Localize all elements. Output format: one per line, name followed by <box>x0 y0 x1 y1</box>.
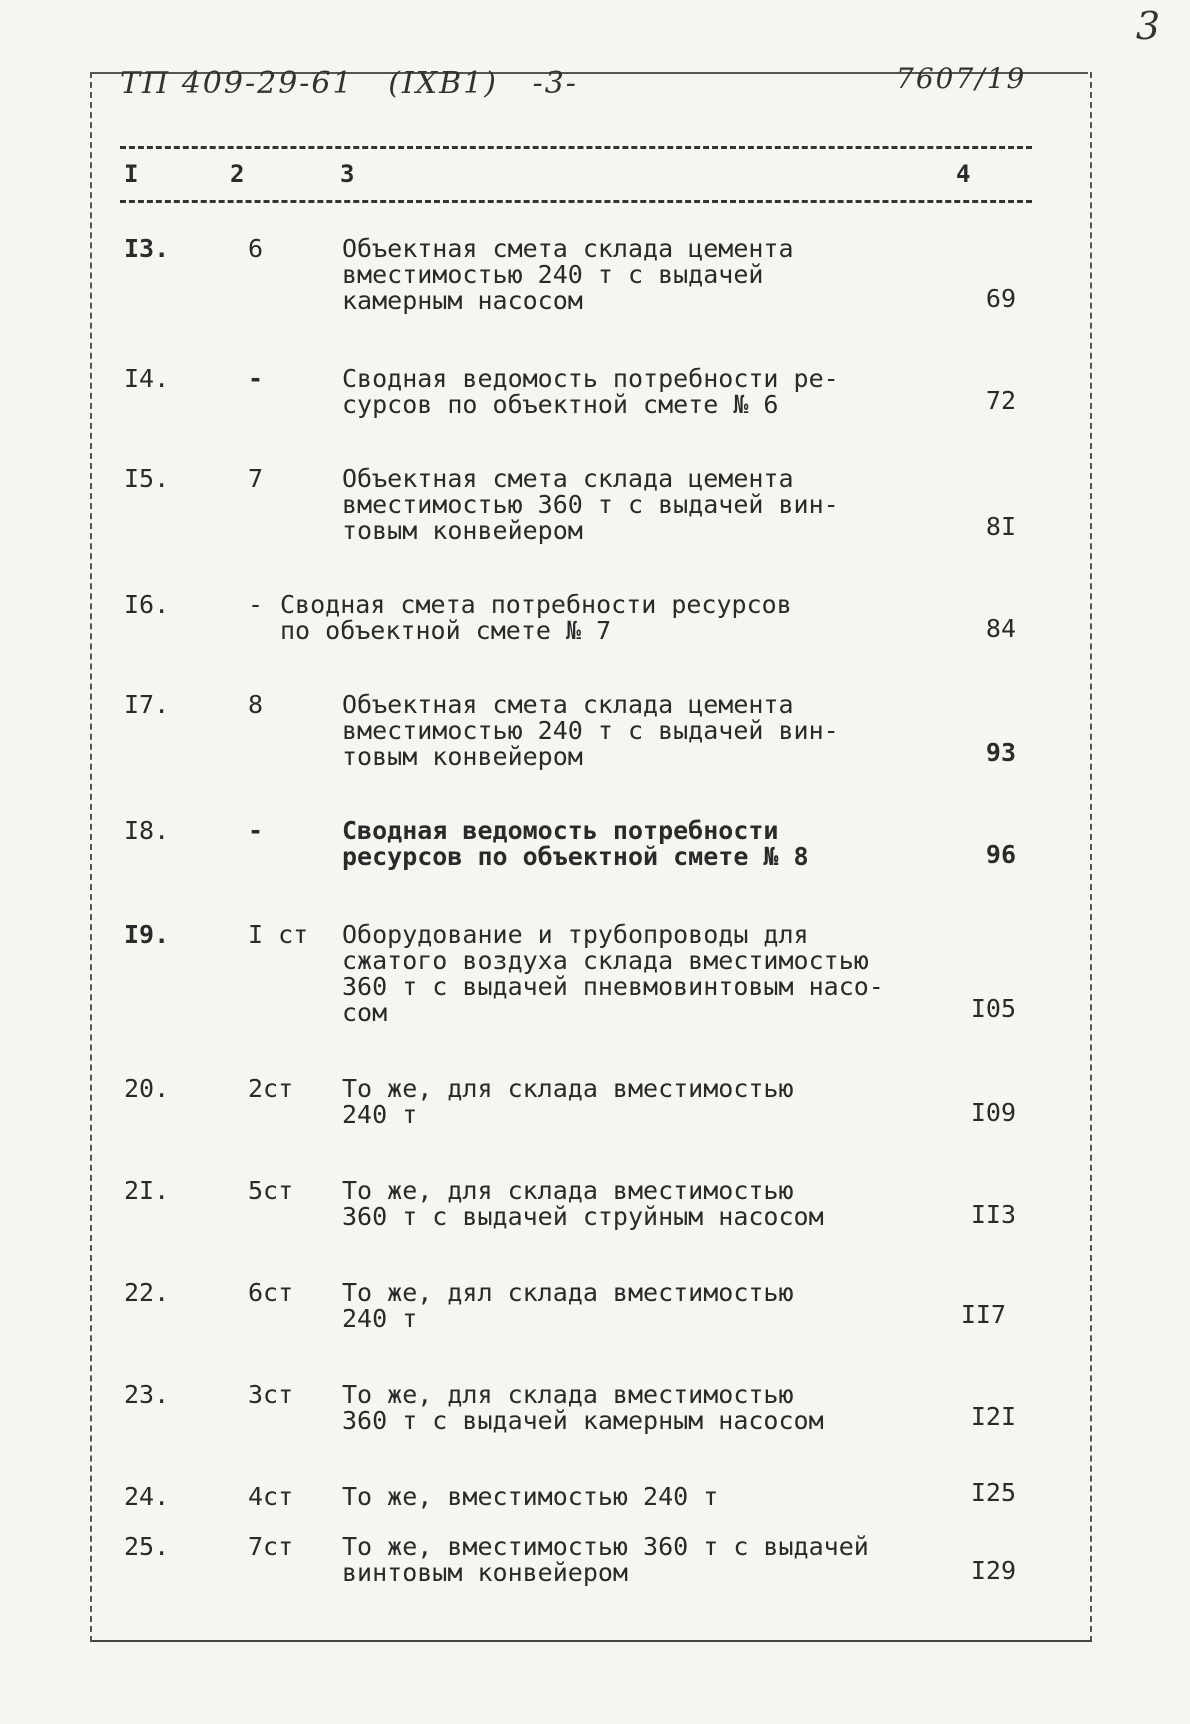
row-page: II3 <box>970 1200 1016 1229</box>
row-number: I3. <box>124 234 170 263</box>
row-page: 69 <box>985 284 1016 313</box>
column-4-header: 4 <box>956 160 971 188</box>
row-page: II7 <box>960 1300 1006 1329</box>
designation: ТП 409-29-61 <box>120 66 354 101</box>
header-rule-bottom <box>120 200 1032 203</box>
row-title: Объектная смета склада цемента вместимостью 240 т с выдачей камерным насосом <box>342 234 794 315</box>
row-number: 24. <box>124 1482 170 1511</box>
row-section: I ст <box>248 920 309 949</box>
header-rule-top <box>120 146 1032 149</box>
row-page: I2I <box>970 1402 1016 1431</box>
sheet-mark: 3 <box>1135 4 1160 48</box>
row-number: 23. <box>124 1380 170 1409</box>
row-number: I5. <box>124 464 170 493</box>
row-title: Оборудование и трубопроводы для сжатого воздуха склада вместимостью 360 т с выдачей пневмовинтовым насо- сом <box>342 920 884 1027</box>
album-code: (IXВ1) <box>388 66 498 101</box>
row-title: Сводная ведомость потребности ресурсов по объектной смете № 8 <box>342 816 809 871</box>
row-section: 7ст <box>248 1532 294 1561</box>
column-2-header: 2 <box>230 160 245 188</box>
row-title: То же, дял склада вместимостью 240 т <box>342 1278 794 1333</box>
row-number: 25. <box>124 1532 170 1561</box>
row-section: 4ст <box>248 1482 294 1511</box>
row-title: Объектная смета склада цемента вместимостью 360 т с выдачей вин- товым конвейером <box>342 464 839 545</box>
doc-number: 7607/19 <box>896 62 1027 95</box>
row-page: 72 <box>985 386 1016 415</box>
row-number: 20. <box>124 1074 170 1103</box>
row-section: 5ст <box>248 1176 294 1205</box>
row-number: I9. <box>124 920 170 949</box>
row-title: Объектная смета склада цемента вместимостью 240 т с выдачей вин- товым конвейером <box>342 690 839 771</box>
row-title: То же, для склада вместимостью 240 т <box>342 1074 794 1129</box>
row-section: 6 <box>248 234 264 263</box>
row-page: 8I <box>985 512 1016 541</box>
column-3-header: 3 <box>340 160 355 188</box>
row-page: I29 <box>970 1556 1016 1585</box>
row-title: Сводная ведомость потребности ре- сурсов по объектной смете № 6 <box>342 364 839 419</box>
row-page: 96 <box>985 840 1016 869</box>
row-page: 93 <box>985 738 1016 767</box>
page-marker: -3- <box>532 66 578 101</box>
row-number: 22. <box>124 1278 170 1307</box>
row-title: То же, вместимостью 360 т с выдачей винтовым конвейером <box>342 1532 869 1587</box>
row-section: - <box>248 364 264 393</box>
row-section: 6ст <box>248 1278 294 1307</box>
row-page: I25 <box>970 1478 1016 1507</box>
row-section: - <box>248 590 264 619</box>
row-title: То же, для склада вместимостью 360 т с выдачей камерным насосом <box>342 1380 824 1435</box>
row-title: То же, вместимостью 240 т <box>342 1482 719 1511</box>
row-page: I09 <box>970 1098 1016 1127</box>
row-number: I8. <box>124 816 170 845</box>
row-number: I7. <box>124 690 170 719</box>
row-page: 84 <box>985 614 1016 643</box>
row-section: 3ст <box>248 1380 294 1409</box>
row-section: - <box>248 816 264 845</box>
row-number: 2I. <box>124 1176 170 1205</box>
row-section: 7 <box>248 464 264 493</box>
row-section: 8 <box>248 690 264 719</box>
row-title: Сводная смета потребности ресурсов по объектной смете № 7 <box>280 590 792 645</box>
row-number: I6. <box>124 590 170 619</box>
row-page: I05 <box>970 994 1016 1023</box>
column-1-header: I <box>124 160 139 188</box>
row-section: 2ст <box>248 1074 294 1103</box>
header-line <box>120 66 578 101</box>
row-title: То же, для склада вместимостью 360 т с выдачей струйным насосом <box>342 1176 824 1231</box>
row-number: I4. <box>124 364 170 393</box>
